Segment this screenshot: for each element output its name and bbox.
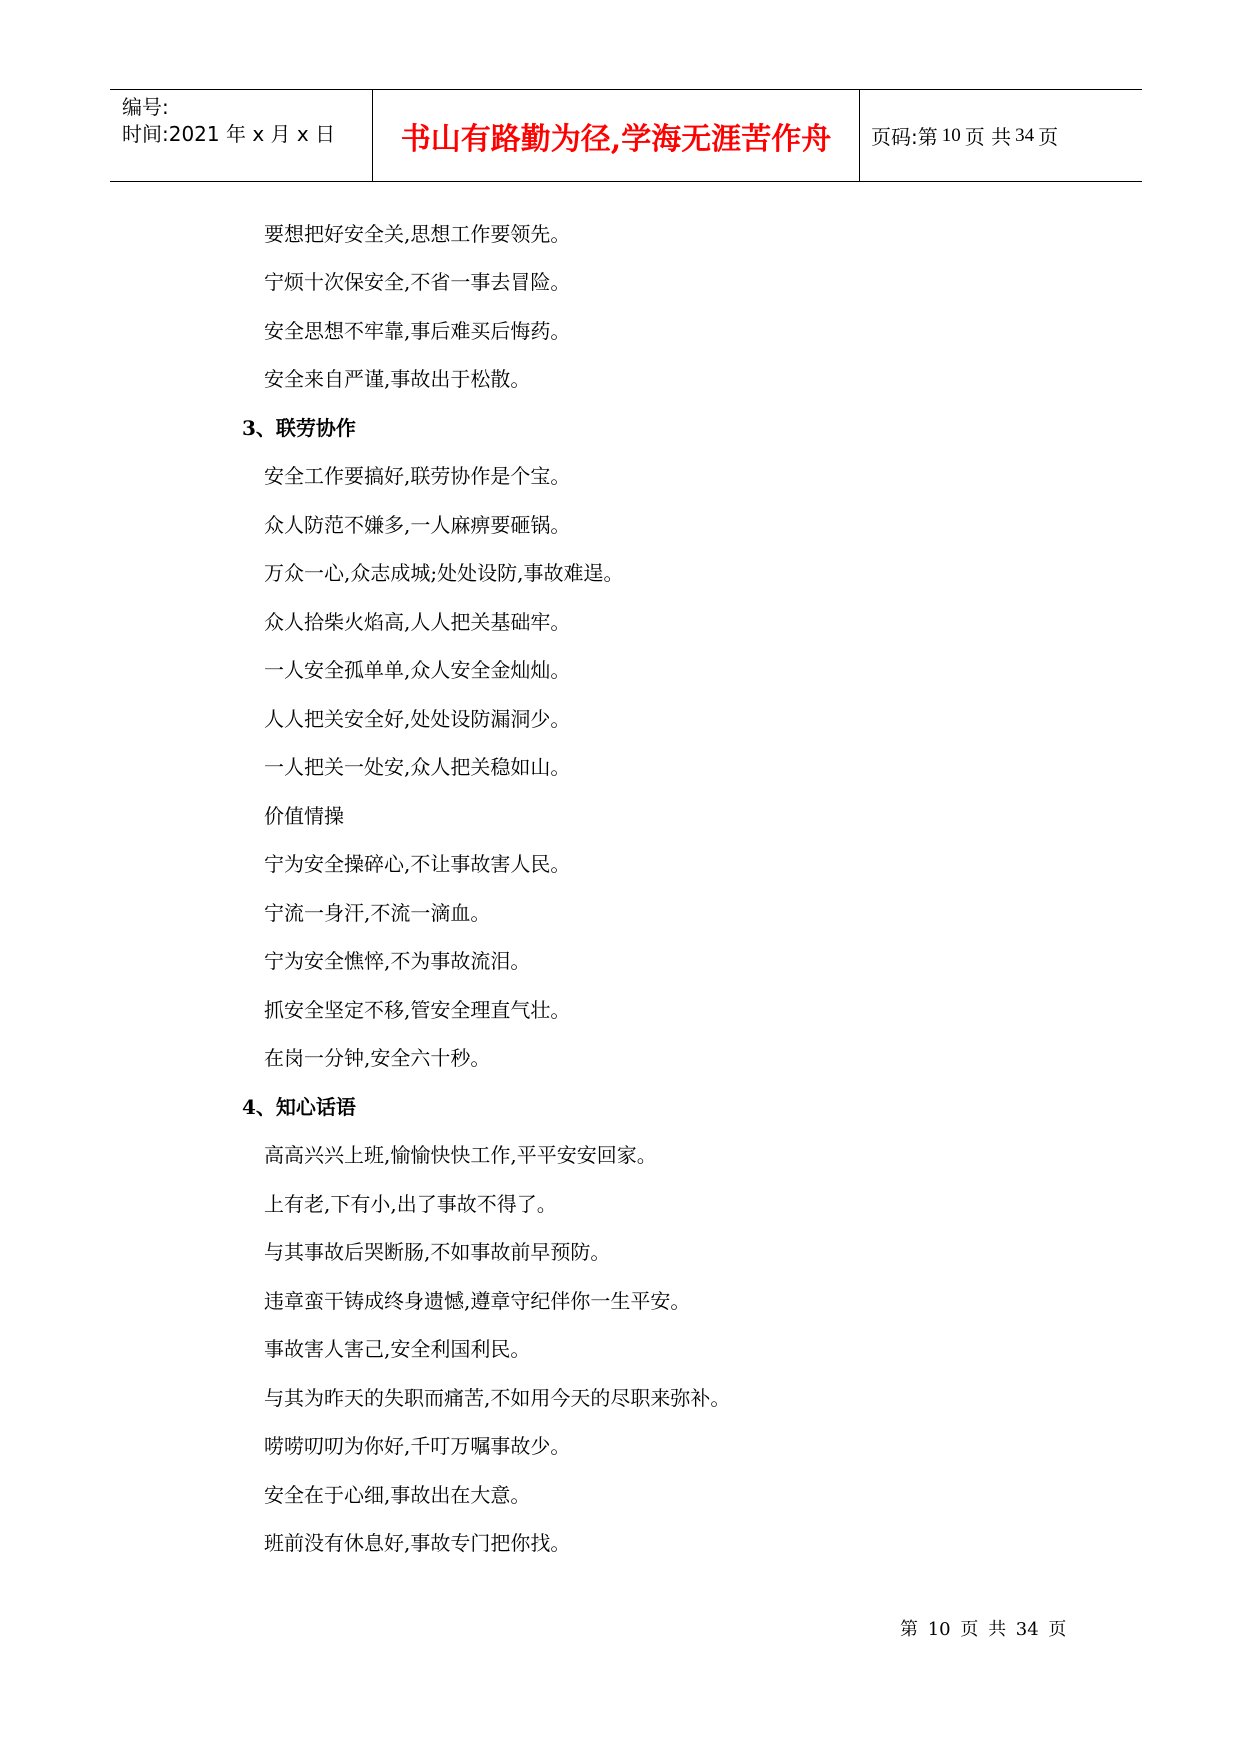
- header-motto-cell: [373, 90, 860, 181]
- text-line: 要想把好安全关,思想工作要领先。: [264, 222, 571, 246]
- text-line: 事故害人害己,安全利国利民。: [264, 1337, 531, 1361]
- header-meta: [110, 90, 373, 181]
- text-line: 抓安全坚定不移,管安全理直气壮。: [264, 998, 571, 1022]
- text-line: 违章蛮干铸成终身遗憾,遵章守纪伴你一生平安。: [264, 1289, 691, 1313]
- page-prefix: 页码:第: [871, 125, 938, 149]
- text-line: 价值情操: [264, 804, 344, 828]
- page-header: [110, 89, 1142, 182]
- text-line: 班前没有休息好,事故专门把你找。: [264, 1531, 571, 1555]
- text-line: 宁流一身汗,不流一滴血。: [264, 901, 491, 925]
- text-line: 宁烦十次保安全,不省一事去冒险。: [264, 270, 571, 294]
- text-line: 上有老,下有小,出了事故不得了。: [264, 1192, 557, 1216]
- text-line: 人人把关安全好,处处设防漏洞少。: [264, 707, 571, 731]
- time-label: 时间:2021 年 x 月 x 日: [122, 122, 336, 146]
- text-line: 唠唠叨叨为你好,千叮万嘱事故少。: [264, 1434, 571, 1458]
- text-line: 安全思想不牢靠,事后难买后悔药。: [264, 319, 571, 343]
- text-line: 安全工作要搞好,联劳协作是个宝。: [264, 464, 571, 488]
- motto: 书山有路勤为径,学海无涯苦作舟: [400, 121, 832, 157]
- serial-label: 编号:: [122, 95, 169, 119]
- page-mid: 页 共: [964, 125, 1012, 149]
- text-line: 众人拾柴火焰高,人人把关基础牢。: [264, 610, 571, 634]
- text-line: 安全来自严谨,事故出于松散。: [264, 367, 531, 391]
- text-line: 宁为安全操碎心,不让事故害人民。: [264, 852, 571, 876]
- section-heading: 3、联劳协作: [242, 416, 356, 440]
- text-line: 众人防范不嫌多,一人麻痹要砸锅。: [264, 513, 571, 537]
- text-line: 与其事故后哭断肠,不如事故前早预防。: [264, 1240, 611, 1264]
- page-suffix: 页: [1038, 125, 1059, 149]
- page-current: 10: [941, 124, 961, 146]
- header-page-info: [860, 90, 1142, 181]
- text-line: 安全在于心细,事故出在大意。: [264, 1483, 531, 1507]
- page-total: 34: [1015, 124, 1035, 146]
- text-line: 高高兴兴上班,愉愉快快工作,平平安安回家。: [264, 1143, 657, 1167]
- page-footer: 第 10 页 共 34 页: [900, 1619, 1067, 1640]
- text-line: 一人安全孤单单,众人安全金灿灿。: [264, 658, 571, 682]
- text-line: 万众一心,众志成城;处处设防,事故难逞。: [264, 561, 624, 585]
- text-line: 宁为安全憔悴,不为事故流泪。: [264, 949, 531, 973]
- text-line: 在岗一分钟,安全六十秒。: [264, 1046, 491, 1070]
- text-line: 与其为昨天的失职而痛苦,不如用今天的尽职来弥补。: [264, 1386, 731, 1410]
- text-line: 一人把关一处安,众人把关稳如山。: [264, 755, 571, 779]
- section-heading: 4、知心话语: [242, 1095, 356, 1119]
